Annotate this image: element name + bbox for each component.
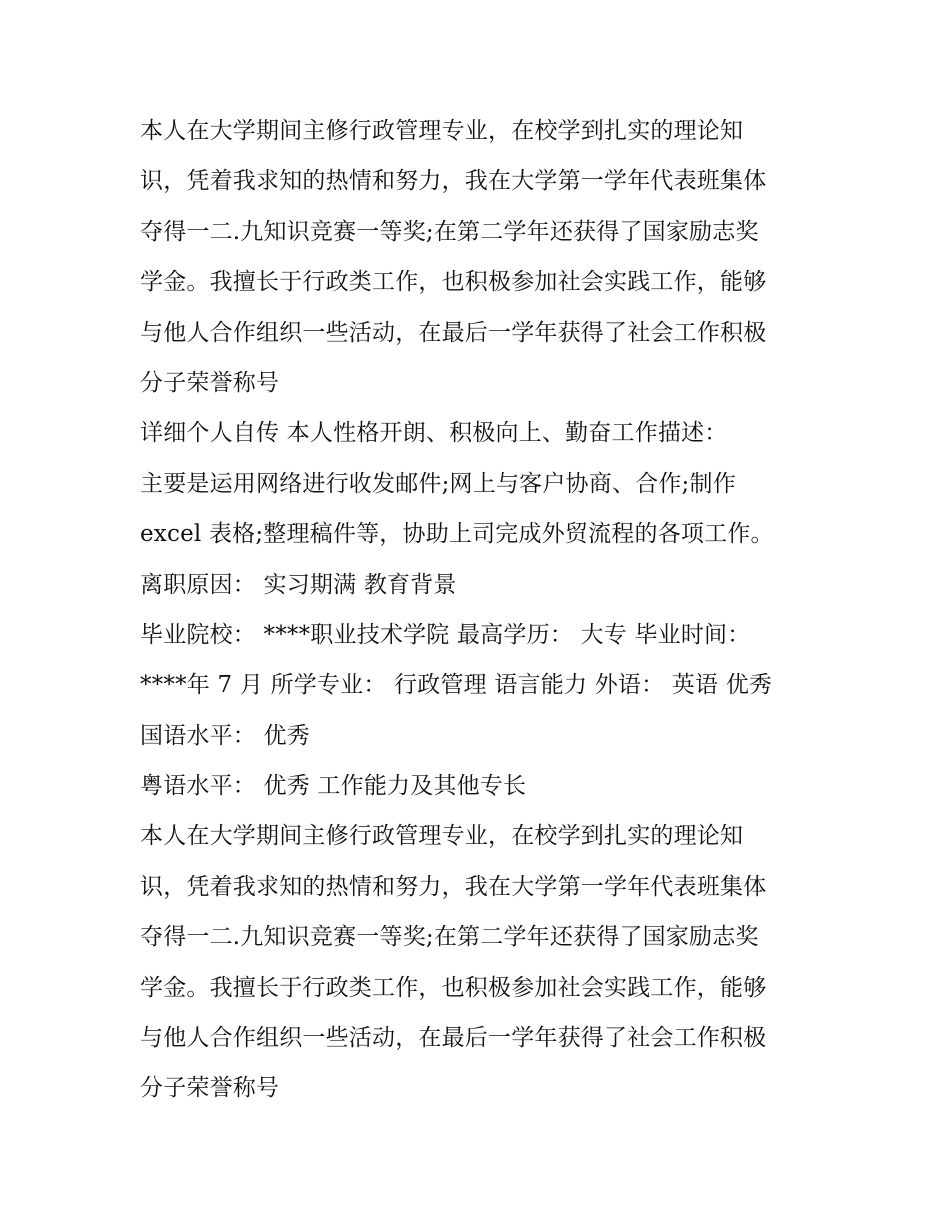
- text-line: 离职原因： 实习期满 教育背景: [140, 571, 457, 598]
- text-line: 夺得一二.九知识竞赛一等奖;在第二学年还获得了国家励志奖: [140, 924, 759, 951]
- text-line: ****年 7 月 所学专业： 行政管理 语言能力 外语： 英语 优秀: [140, 672, 773, 699]
- text-line: excel 表格;整理稿件等，协助上司完成外贸流程的各项工作。: [140, 521, 774, 548]
- text-line: 国语水平： 优秀: [140, 722, 310, 749]
- text-line: 夺得一二.九知识竞赛一等奖;在第二学年还获得了国家励志奖: [140, 218, 759, 245]
- text-line: 详细个人自传 本人性格开朗、积极向上、勤奋工作描述：: [140, 420, 728, 447]
- text-line: 与他人合作组织一些活动，在最后一学年获得了社会工作积极: [140, 1025, 767, 1052]
- text-line: 学金。我擅长于行政类工作，也积极参加社会实践工作，能够: [140, 269, 767, 296]
- text-line: 本人在大学期间主修行政管理专业，在校学到扎实的理论知: [140, 823, 744, 850]
- text-line: 识，凭着我求知的热情和努力，我在大学第一学年代表班集体: [140, 873, 767, 900]
- text-line: 学金。我擅长于行政类工作，也积极参加社会实践工作，能够: [140, 974, 767, 1001]
- text-line: 与他人合作组织一些活动，在最后一学年获得了社会工作积极: [140, 319, 767, 346]
- text-line: 分子荣誉称号: [140, 1075, 280, 1102]
- text-line: 毕业院校： ****职业技术学院 最高学历： 大专 毕业时间：: [140, 621, 751, 648]
- text-line: 分子荣誉称号: [140, 369, 280, 396]
- text-line: 本人在大学期间主修行政管理专业，在校学到扎实的理论知: [140, 118, 744, 144]
- text-line: 粤语水平： 优秀 工作能力及其他专长: [140, 773, 527, 800]
- text-line: 主要是运用网络进行收发邮件;网上与客户协商、合作;制作: [140, 470, 736, 497]
- text-line: 识，凭着我求知的热情和努力，我在大学第一学年代表班集体: [140, 168, 767, 195]
- document-body: [140, 106, 830, 1114]
